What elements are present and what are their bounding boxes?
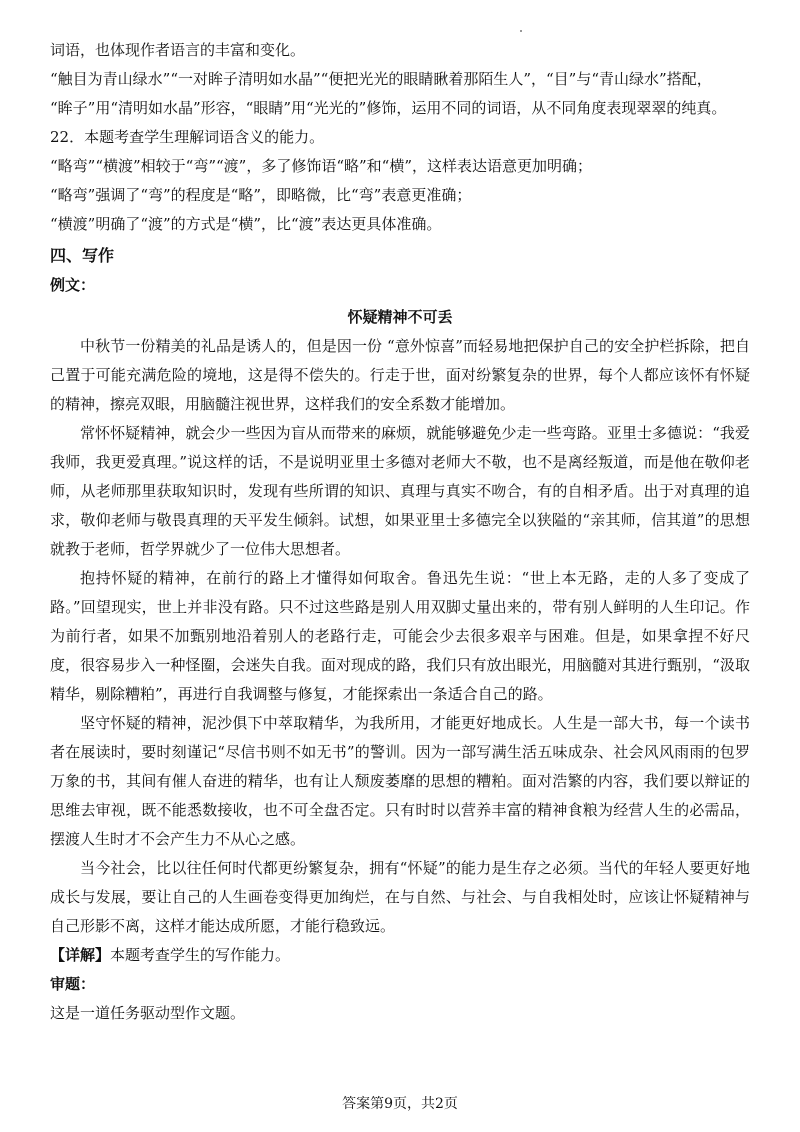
section-heading: 四、写作	[50, 246, 115, 265]
text-line: “横渡”明确了“渡”的方式是“横”，比“渡”表达更具体准确。	[50, 215, 442, 233]
essay-paragraph: 常怀怀疑精神，就会少一些因为盲从而带来的麻烦，就能够避免少走一些弯路。亚里士多德说：“我爱我师，我更爱真理。”说这样的话，不是说明亚里士多德对老师大不敬，也不是离经叛道，而是他在敬仰老师，从老师那里获取知识时，发现有些所谓的知识、真理与真实不吻合，有的自相矛盾。出于对真理的追求，敬仰老师与敬畏真理的天平发生倾斜。试想，如果亚里士多德完全以狭隘的“亲其师，信其道”的思想就教于老师，哲学界就少了一位伟大思想者。	[50, 424, 750, 558]
example-label: 例文：	[50, 276, 96, 294]
review-label: 审题：	[50, 975, 96, 993]
page-footer: 答案第9页，共2页	[342, 1096, 458, 1112]
essay-title: 怀疑精神不可丢	[347, 308, 453, 326]
text-line: “眸子”用“清明如水晶”形容，“眼睛”用“光光的”修饰，运用不同的词语，从不同角度表现翠翠的纯真。	[50, 99, 727, 117]
text-line: “触目为青山绿水”“一对眸子清明如水晶”“便把光光的眼睛瞅着那陌生人”，“目”与“青山绿水”搭配，	[50, 70, 712, 88]
essay-paragraph: 中秋节一份精美的礼品是诱人的，但是因一份 “意外惊喜”而轻易地把保护自己的安全护栏拆除，把自己置于可能充满危险的境地，这是得不偿失的。行走于世，面对纷繁复杂的世界，每个人都应该怀有怀疑的精神，擦亮双眼，用脑髓注视世界，这样我们的安全系数才能增加。	[50, 337, 750, 413]
text-line: “略弯”“横渡”相较于“弯”“渡”，多了修饰语“略”和“横”，这样表达语意更加明确；	[50, 157, 593, 175]
text-line: “略弯”强调了“弯”的程度是“略”，即略微，比“弯”表意更准确；	[50, 186, 472, 204]
question-22-line: 22．本题考查学生理解词语含义的能力。	[50, 128, 325, 146]
text-line: 词语，也体现作者语言的丰富和变化。	[50, 41, 306, 59]
essay-paragraph: 抱持怀疑的精神，在前行的路上才懂得如何取舍。鲁迅先生说：“世上本无路，走的人多了变成了路。”回望现实，世上并非没有路。只不过这些路是别人用双脚丈量出来的，带有别人鲜明的人生印记。作为前行者，如果不加甄别地沿着别人的老路行走，可能会少去很多艰辛与困难。但是，如果拿捏不好尺度，很容易步入一种怪圈，会迷失自我。面对现成的路，我们只有放出眼光，用脑髓对其进行甄别，“汲取精华，剔除糟粕”，再进行自我调整与修复，才能探索出一条适合自己的路。	[50, 569, 750, 703]
answer-page	[50, 36, 750, 1028]
detail-mark: 【详解】	[50, 946, 111, 964]
page-dot	[520, 30, 522, 32]
review-text: 这是一道任务驱动型作文题。	[50, 1004, 246, 1022]
detail-line	[50, 941, 750, 970]
essay-paragraph: 当今社会，比以往任何时代都更纷繁复杂，拥有“怀疑”的能力是生存之必须。当代的年轻人要更好地成长与发展，要让自己的人生画卷变得更加绚烂，在与自然、与社会、与自我相处时，应该让怀疑精神与自己形影不离，这样才能达成所愿，才能行稳致远。	[50, 859, 750, 935]
detail-text: 本题考查学生的写作能力。	[110, 946, 291, 964]
essay-paragraph: 坚守怀疑的精神，泥沙俱下中萃取精华，为我所用，才能更好地成长。人生是一部大书，每一个读书者在展读时，要时刻谨记“尽信书则不如无书”的警训。因为一部写满生活五味成杂、社会风风雨雨的包罗万象的书，其间有催人奋进的精华，也有让人颓废萎靡的思想的糟粕。面对浩繁的内容，我们要以辩证的思维去审视，既不能悉数接收，也不可全盘否定。只有时时以营养丰富的精神食粮为经营人生的必需品，摆渡人生时才不会产生力不从心之感。	[50, 714, 750, 848]
